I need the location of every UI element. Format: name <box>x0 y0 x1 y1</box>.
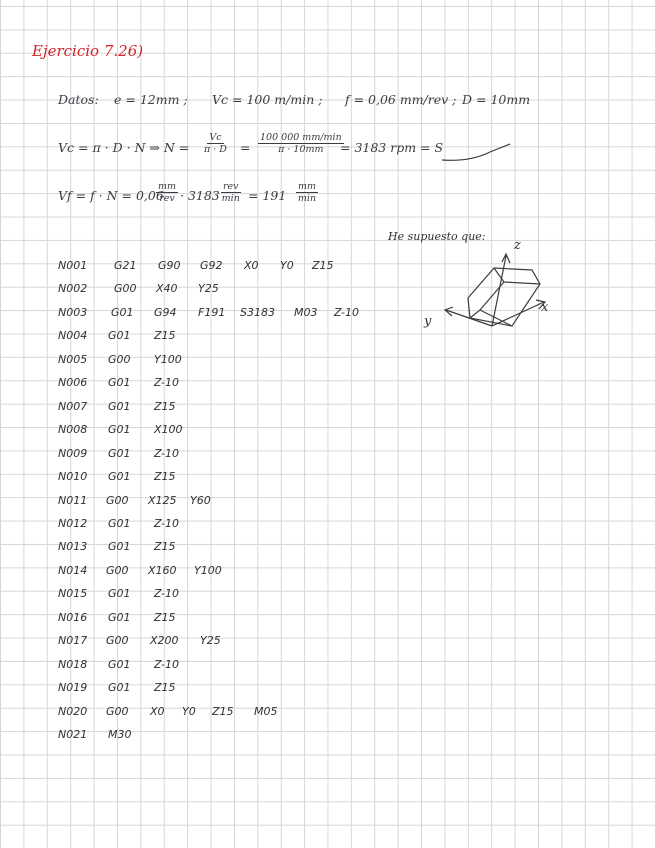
line-number: N004 <box>58 329 88 343</box>
line-number: N009 <box>58 446 88 460</box>
line-number: N001 <box>58 259 88 272</box>
code-word: M05 <box>254 704 278 718</box>
formula-n-result: = 3183 rpm = S <box>340 140 444 155</box>
line-number: N006 <box>58 376 88 390</box>
code-word: X100 <box>154 423 183 437</box>
code-word: G01 <box>108 329 131 343</box>
formula-vf-frac1 <box>156 181 178 204</box>
frac2-numerator: 100 000 mm/min <box>260 132 342 143</box>
line-number: N005 <box>58 352 88 366</box>
code-word: G01 <box>108 657 131 671</box>
line-number: N007 <box>58 399 88 413</box>
line-number: N002 <box>58 282 88 296</box>
code-word: G00 <box>106 493 129 507</box>
code-word: Z-10 <box>154 587 179 601</box>
code-word: X0 <box>150 704 165 718</box>
axis-label-y: y <box>424 314 432 329</box>
code-word: X0 <box>244 259 259 272</box>
code-word: Y25 <box>200 634 221 648</box>
code-word: Y100 <box>194 563 222 577</box>
code-word: G01 <box>108 470 131 484</box>
code-word: Z15 <box>154 399 176 413</box>
datos-d: D = 10mm <box>462 92 531 107</box>
vf-frac3-numerator: mm <box>298 181 317 192</box>
code-word: Z15 <box>154 329 176 343</box>
code-word: Z-10 <box>154 657 179 671</box>
formula-vf-frac3 <box>296 181 318 204</box>
code-word: G00 <box>106 563 129 577</box>
code-word: Z-10 <box>154 376 179 390</box>
code-word: G01 <box>111 305 134 319</box>
formula-n-lhs: Vc = π · D · N ⇒ N = <box>58 140 190 155</box>
code-word: G01 <box>108 376 131 390</box>
vf-frac3-denominator: min <box>297 193 317 204</box>
vf-frac1-denominator: rev <box>159 193 175 204</box>
formula-vf-mid: · 3183 <box>180 188 220 203</box>
axis-label-x: x <box>541 300 549 315</box>
code-word: G01 <box>108 681 131 695</box>
code-word: Y0 <box>182 704 196 718</box>
code-word: M30 <box>108 728 132 741</box>
code-word: G00 <box>114 282 137 296</box>
formula-n-frac1 <box>204 132 227 155</box>
code-word: Z15 <box>312 259 334 272</box>
code-word: Z-10 <box>154 446 179 460</box>
code-word: Y60 <box>190 493 211 507</box>
axis-label-z: z <box>514 238 521 253</box>
line-number: N020 <box>58 704 88 718</box>
line-number: N021 <box>58 728 88 741</box>
code-word: X40 <box>156 282 178 296</box>
line-number: N016 <box>58 610 88 624</box>
code-word: G92 <box>200 259 223 272</box>
formula-vf-eq: = 191 <box>248 188 287 203</box>
s-underline-stroke <box>440 140 520 164</box>
vf-frac2-denominator: min <box>221 193 240 204</box>
code-word: Y25 <box>198 282 219 296</box>
line-number: N012 <box>58 516 88 530</box>
line-number: N008 <box>58 423 88 437</box>
code-word: M03 <box>294 305 318 319</box>
line-number: N011 <box>58 493 88 507</box>
datos-vc: Vc = 100 m/min ; <box>212 92 323 107</box>
frac1-denominator: π · D <box>204 144 227 155</box>
line-number: N014 <box>58 563 88 577</box>
assumption-note: He supuesto que: <box>388 230 486 243</box>
line-number: N018 <box>58 657 88 671</box>
formula-vf-frac2 <box>221 181 241 204</box>
frac2-denominator: π · 10mm <box>278 144 324 155</box>
code-word: S3183 <box>240 305 275 319</box>
code-word: X160 <box>148 563 177 577</box>
line-number: N010 <box>58 470 88 484</box>
code-word: G00 <box>106 704 129 718</box>
code-word: Z15 <box>212 704 234 718</box>
code-word: G90 <box>158 259 181 272</box>
code-word: X125 <box>148 493 177 507</box>
code-word: G01 <box>108 610 131 624</box>
line-number: N013 <box>58 540 88 554</box>
code-word: G01 <box>108 540 131 554</box>
code-word: G01 <box>108 446 131 460</box>
code-word: G01 <box>108 516 131 530</box>
code-word: G01 <box>108 587 131 601</box>
code-word: F191 <box>198 305 226 319</box>
exercise-title: Ejercicio 7.26) <box>32 42 144 60</box>
datos-e: e = 12mm ; <box>114 92 188 107</box>
code-word: X200 <box>150 634 179 648</box>
code-word: G00 <box>108 352 131 366</box>
code-word: G00 <box>106 634 129 648</box>
code-word: Z15 <box>154 610 176 624</box>
code-word: Z-10 <box>154 516 179 530</box>
line-number: N017 <box>58 634 88 648</box>
vf-frac2-numerator: rev <box>223 181 239 192</box>
vf-frac1-numerator: mm <box>158 181 177 192</box>
formula-n-eq: = <box>240 140 251 155</box>
code-word: Z15 <box>154 470 176 484</box>
formula-n-frac2 <box>258 132 344 155</box>
code-word: G01 <box>108 399 131 413</box>
code-word: Z15 <box>154 540 176 554</box>
code-word: Y0 <box>280 259 294 272</box>
code-word: Y100 <box>154 352 182 366</box>
line-number: N019 <box>58 681 88 695</box>
code-word: G94 <box>154 305 177 319</box>
code-word: Z15 <box>154 681 176 695</box>
code-word: G21 <box>114 259 137 272</box>
datos-f: f = 0,06 mm/rev ; <box>345 92 457 107</box>
line-number: N003 <box>58 305 88 319</box>
frac1-numerator: Vc <box>209 132 222 143</box>
code-word: G01 <box>108 423 131 437</box>
formula-vf-lhs: Vf = f · N = 0,06 <box>58 188 164 203</box>
workpiece-axes-sketch <box>420 232 580 342</box>
datos-label: Datos: <box>58 92 99 107</box>
code-word: Z-10 <box>334 305 359 319</box>
line-number: N015 <box>58 587 88 601</box>
